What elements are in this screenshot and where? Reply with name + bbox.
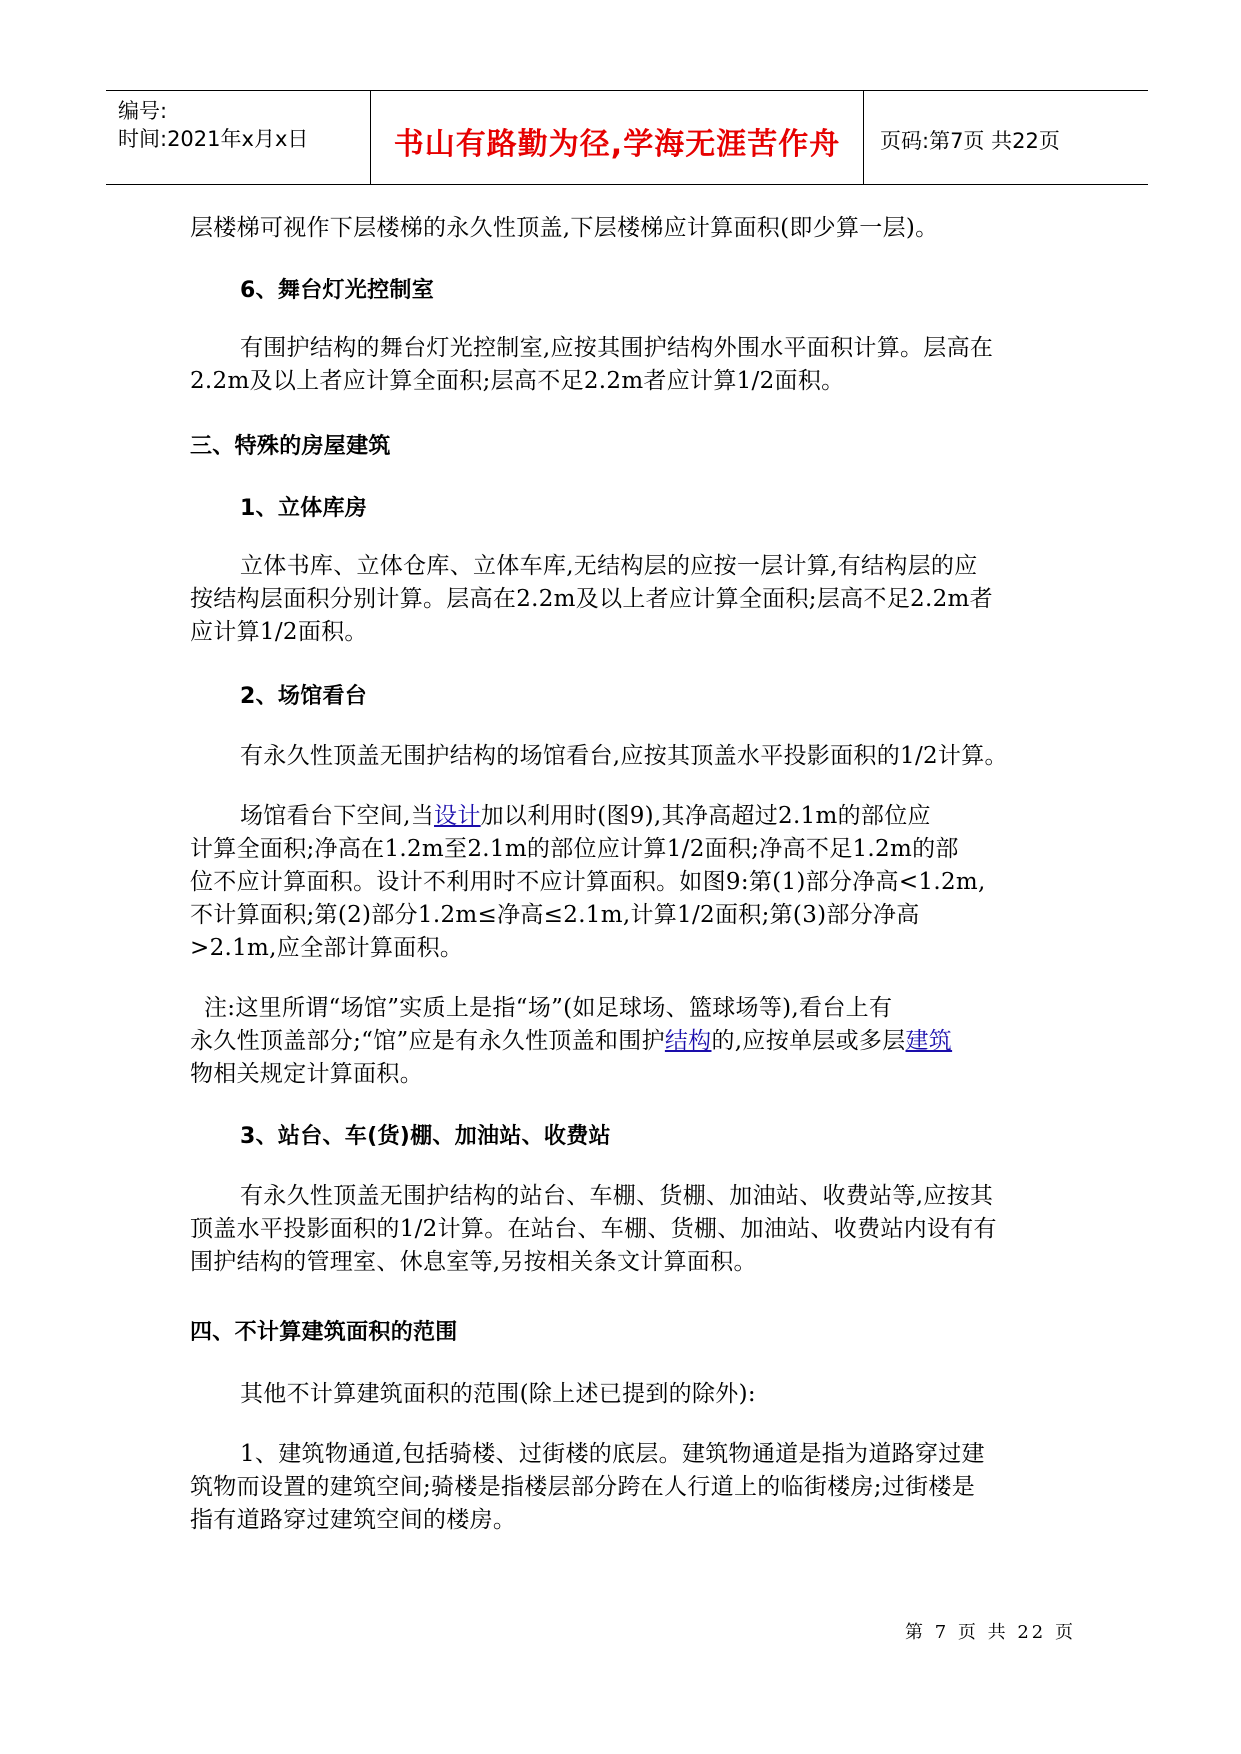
paragraph-line: 物相关规定计算面积。 [190,1061,423,1087]
text-span: 场馆看台下空间,当 [240,803,435,829]
paragraph-line: 其他不计算建筑面积的范围(除上述已提到的除外): [240,1381,756,1407]
section-heading: 三、特殊的房屋建筑 [190,434,391,459]
paragraph-line [190,800,1060,833]
header-left-cell [106,91,370,184]
paragraph [190,550,1060,649]
structure-link[interactable]: 结构 [664,1028,712,1054]
section-heading: 3、站台、车(货)棚、加油站、收费站 [240,1124,611,1149]
paragraph-line: 有永久性顶盖无围护结构的场馆看台,应按其顶盖水平投影面积的1/2计算。 [240,743,1008,769]
text-span: 加以利用时(图9),其净高超过2.1m的部位应 [480,803,931,829]
building-link[interactable]: 建筑 [905,1028,953,1054]
paragraph-line: 立体书库、立体仓库、立体车库,无结构层的应按一层计算,有结构层的应 [240,553,978,579]
paragraph-line: 注:这里所谓“场馆”实质上是指“场”(如足球场、篮球场等),看台上有 [204,995,893,1021]
paragraph-line: 有永久性顶盖无围护结构的站台、车棚、货棚、加油站、收费站等,应按其 [240,1183,994,1209]
document-header [106,90,1148,185]
motto-text: 书山有路勤为径,学海无涯苦作舟 [393,127,841,162]
header-page-cell [864,91,1148,184]
paragraph [190,1180,1060,1279]
paragraph-line: 层楼梯可视作下层楼梯的永久性顶盖,下层楼梯应计算面积(即少算一层)。 [190,215,939,241]
paragraph-line: 计算全面积;净高在1.2m至2.1m的部位应计算1/2面积;净高不足1.2m的部 [190,836,959,862]
paragraph-line: >2.1m,应全部计算面积。 [190,935,464,961]
section-heading: 1、立体库房 [240,496,368,521]
paragraph [190,800,1060,965]
section-heading: 2、场馆看台 [240,684,368,709]
paragraph-line: 2.2m及以上者应计算全面积;层高不足2.2m者应计算1/2面积。 [190,368,845,394]
number-label: 编号: [118,99,168,123]
page-footer: 第 7 页 共 22 页 [905,1622,1076,1643]
paragraph-line: 应计算1/2面积。 [190,619,368,645]
paragraph-line: 不计算面积;第(2)部分1.2m≤净高≤2.1m,计算1/2面积;第(3)部分净高 [190,902,920,928]
header-page-label: 页码:第7页 共22页 [880,129,1060,153]
paragraph-line: 按结构层面积分别计算。层高在2.2m及以上者应计算全面积;层高不足2.2m者 [190,586,993,612]
section-heading: 6、舞台灯光控制室 [240,278,435,303]
paragraph-line: 顶盖水平投影面积的1/2计算。在站台、车棚、货棚、加油站、收费站内设有有 [190,1216,997,1242]
paragraph [190,1438,1060,1537]
paragraph-line: 围护结构的管理室、休息室等,另按相关条文计算面积。 [190,1249,757,1275]
note-paragraph [190,992,1060,1091]
text-span: 永久性顶盖部分;“馆”应是有永久性顶盖和围护 [190,1028,665,1054]
paragraph-line [190,1025,1060,1058]
paragraph-line: 指有道路穿过建筑空间的楼房。 [190,1507,517,1533]
paragraph-line: 1、建筑物通道,包括骑楼、过街楼的底层。建筑物通道是指为道路穿过建 [240,1441,985,1467]
section-heading: 四、不计算建筑面积的范围 [190,1320,458,1345]
design-link[interactable]: 设计 [434,803,481,829]
paragraph [190,332,1060,398]
paragraph-line: 位不应计算面积。设计不利用时不应计算面积。如图9:第(1)部分净高<1.2m, [190,869,986,895]
paragraph-line: 筑物而设置的建筑空间;骑楼是指楼层部分跨在人行道上的临街楼房;过街楼是 [190,1474,975,1500]
paragraph-line: 有围护结构的舞台灯光控制室,应按其围护结构外围水平面积计算。层高在 [240,335,994,361]
header-motto-cell [370,91,864,184]
text-span: 的,应按单层或多层 [711,1028,906,1054]
time-label: 时间:2021年x月x日 [118,127,309,151]
